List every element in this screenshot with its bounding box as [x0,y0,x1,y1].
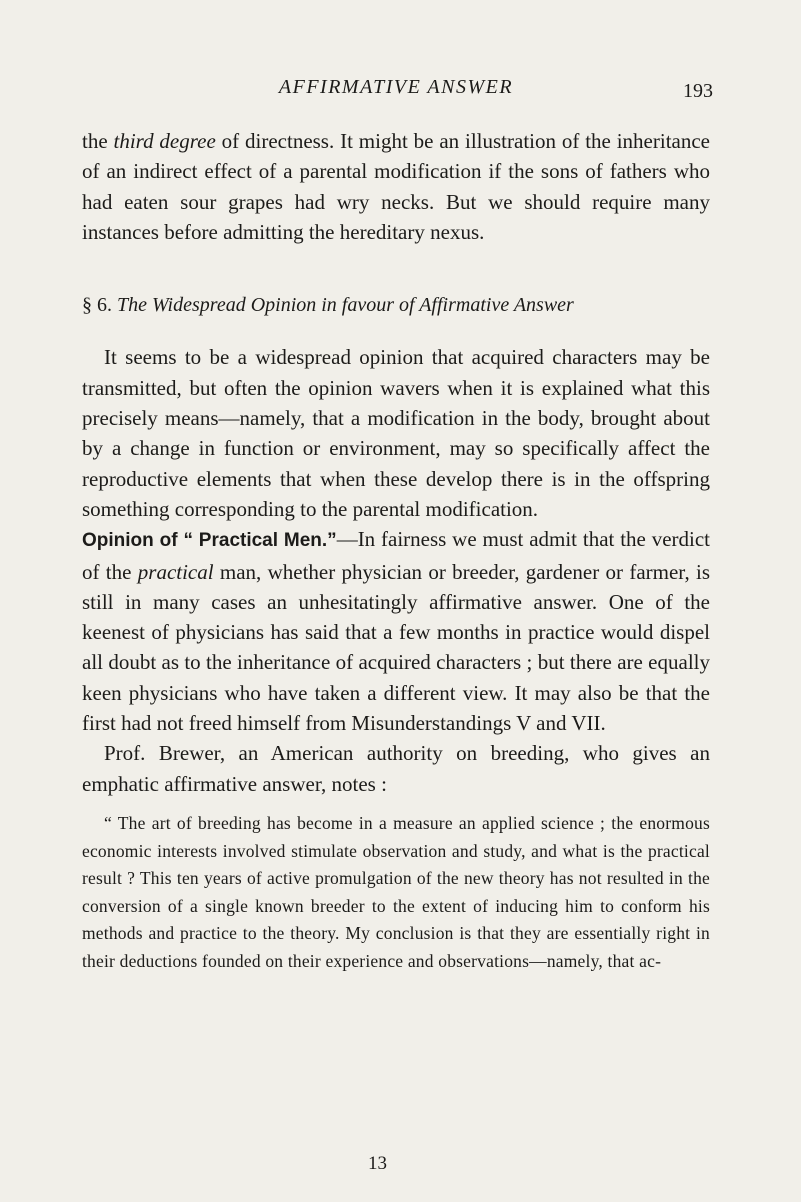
paragraph3-part-b: man, whether physician or breeder, gardener or farmer, is still in many cases an unhesitatingly affirmative answer. One of the keenest of physicians has said that a few months in practice would dispel all doubt as to the inheritance of acquired characters ; but there are equally keen physicians who have taken a different view. It may also be that the first had not freed himself from Misunderstandings V and VII. [82,559,711,736]
paragraph1-prefix: the [82,129,114,153]
emphasis-third-degree: third degree [113,129,216,153]
signature-mark: 13 [368,1153,387,1174]
paragraph1-rest: of directness. It might be an illustration of the inheritance of an indirect effect of a parental modification if the sons of fathers who had eaten sour grapes had wry necks. But we should require many instances before admitting the hereditary nexus. [82,129,710,244]
body-text [82,126,710,976]
paragraph-continuation [82,126,710,247]
paragraph-brewer: Prof. Brewer, an American authority on breeding, who gives an emphatic affirmative answer, notes : [82,741,710,796]
paragraph-widespread-opinion: It seems to be a widespread opinion that acquired characters may be transmitted, but often the opinion wavers when it is explained what this precisely means—namely, that a modification in the body, brought about by a change in function or environment, may so specifically affect the reproductive elements that when these develop there is in the offspring something corresponding to the parental modification. [82,345,710,521]
side-heading-practical-men: Opinion of “ Practical Men.” [82,530,337,552]
section-heading [82,290,710,320]
page-number: 193 [683,80,713,102]
emphasis-practical: practical [137,559,214,584]
section-number: § 6. [82,294,117,317]
paragraph3-part-a: —In fairness we must admit that the verdict of the [82,527,710,584]
block-quote: “ The art of breeding has become in a measure an applied science ; the enormous economic interests involved stimulate observation and study, and what is the practical result ? This ten years of active promulgation of the new theory has not resulted in the conversion of a single known breeder to the extent of inducing him to conform his methods and practice to the theory. My conclusion is that they are essentially right in their deductions founded on their experience and observations—namely, that ac- [82,812,710,971]
paragraph-practical-men [82,524,710,738]
section-title: The Widespread Opinion in favour of Affirmative Answer [117,294,574,317]
running-head: AFFIRMATIVE ANSWER [278,76,514,98]
